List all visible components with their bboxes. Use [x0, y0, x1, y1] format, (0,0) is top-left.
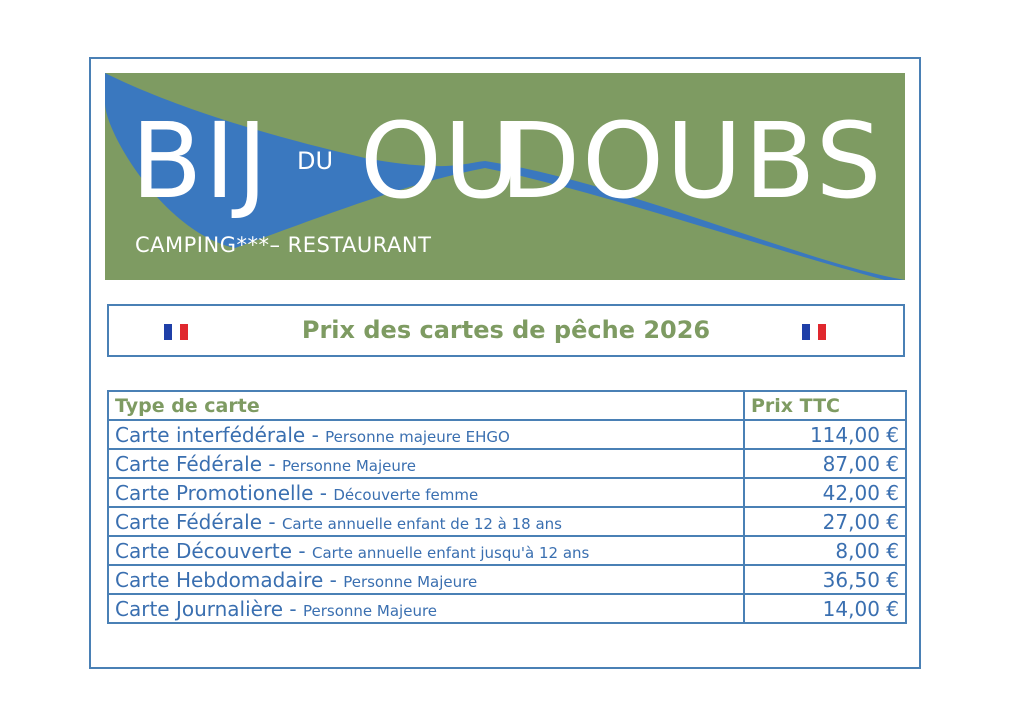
title-box: [107, 304, 905, 357]
logo-subtitle: CAMPING***– RESTAURANT: [135, 233, 432, 257]
header-price: Prix TTC: [744, 391, 906, 420]
card-description: Carte annuelle enfant jusqu'à 12 ans: [312, 543, 590, 562]
card-name: Carte Fédérale: [115, 509, 263, 534]
france-flag-icon: [802, 324, 826, 340]
card-name: Carte interfédérale: [115, 422, 306, 447]
table-row: Carte interfédérale - Personne majeure EHGO 114,00 €: [108, 420, 906, 449]
card-name: Carte Fédérale: [115, 451, 263, 476]
card-description: Personne Majeure: [343, 572, 478, 591]
card-description: Découverte femme: [333, 485, 479, 504]
card-price: 27,00 €: [744, 507, 906, 536]
card-description: Personne Majeure: [303, 601, 438, 620]
card-price: 87,00 €: [744, 449, 906, 478]
logo-word-ou: OU: [360, 100, 522, 222]
table-row: Carte Promotionelle - Découverte femme 42,00 €: [108, 478, 906, 507]
card-description: Carte annuelle enfant de 12 à 18 ans: [281, 514, 563, 533]
logo-word-doubs: DOUBS: [500, 100, 884, 222]
card-name: Carte Découverte: [115, 538, 293, 563]
card-description: Personne majeure EHGO: [325, 427, 510, 446]
table-row: Carte Hebdomadaire - Personne Majeure 36,50 €: [108, 565, 906, 594]
card-price: 36,50 €: [744, 565, 906, 594]
table-row: Carte Journalière - Personne Majeure 14,00 €: [108, 594, 906, 623]
card-name: Carte Promotionelle: [115, 480, 314, 505]
table-row: Carte Fédérale - Carte annuelle enfant de 12 à 18 ans 27,00 €: [108, 507, 906, 536]
card-name: Carte Journalière: [115, 596, 284, 621]
table-header-row: [108, 391, 906, 420]
page-title: Prix des cartes de pêche 2026: [301, 316, 711, 344]
card-price: 114,00 €: [744, 420, 906, 449]
logo-word-bij: BIJ: [131, 100, 270, 222]
card-price: 14,00 €: [744, 594, 906, 623]
logo-word-du: DU: [297, 147, 334, 175]
price-table: [107, 390, 907, 624]
table-row: Carte Fédérale - Personne Majeure 87,00 €: [108, 449, 906, 478]
table-row: Carte Découverte - Carte annuelle enfant jusqu'à 12 ans 8,00 €: [108, 536, 906, 565]
logo-banner: [105, 73, 905, 280]
card-name: Carte Hebdomadaire: [115, 567, 324, 592]
card-description: Personne Majeure: [281, 456, 416, 475]
card-price: 42,00 €: [744, 478, 906, 507]
card-price: 8,00 €: [744, 536, 906, 565]
header-type: Type de carte: [108, 391, 744, 420]
